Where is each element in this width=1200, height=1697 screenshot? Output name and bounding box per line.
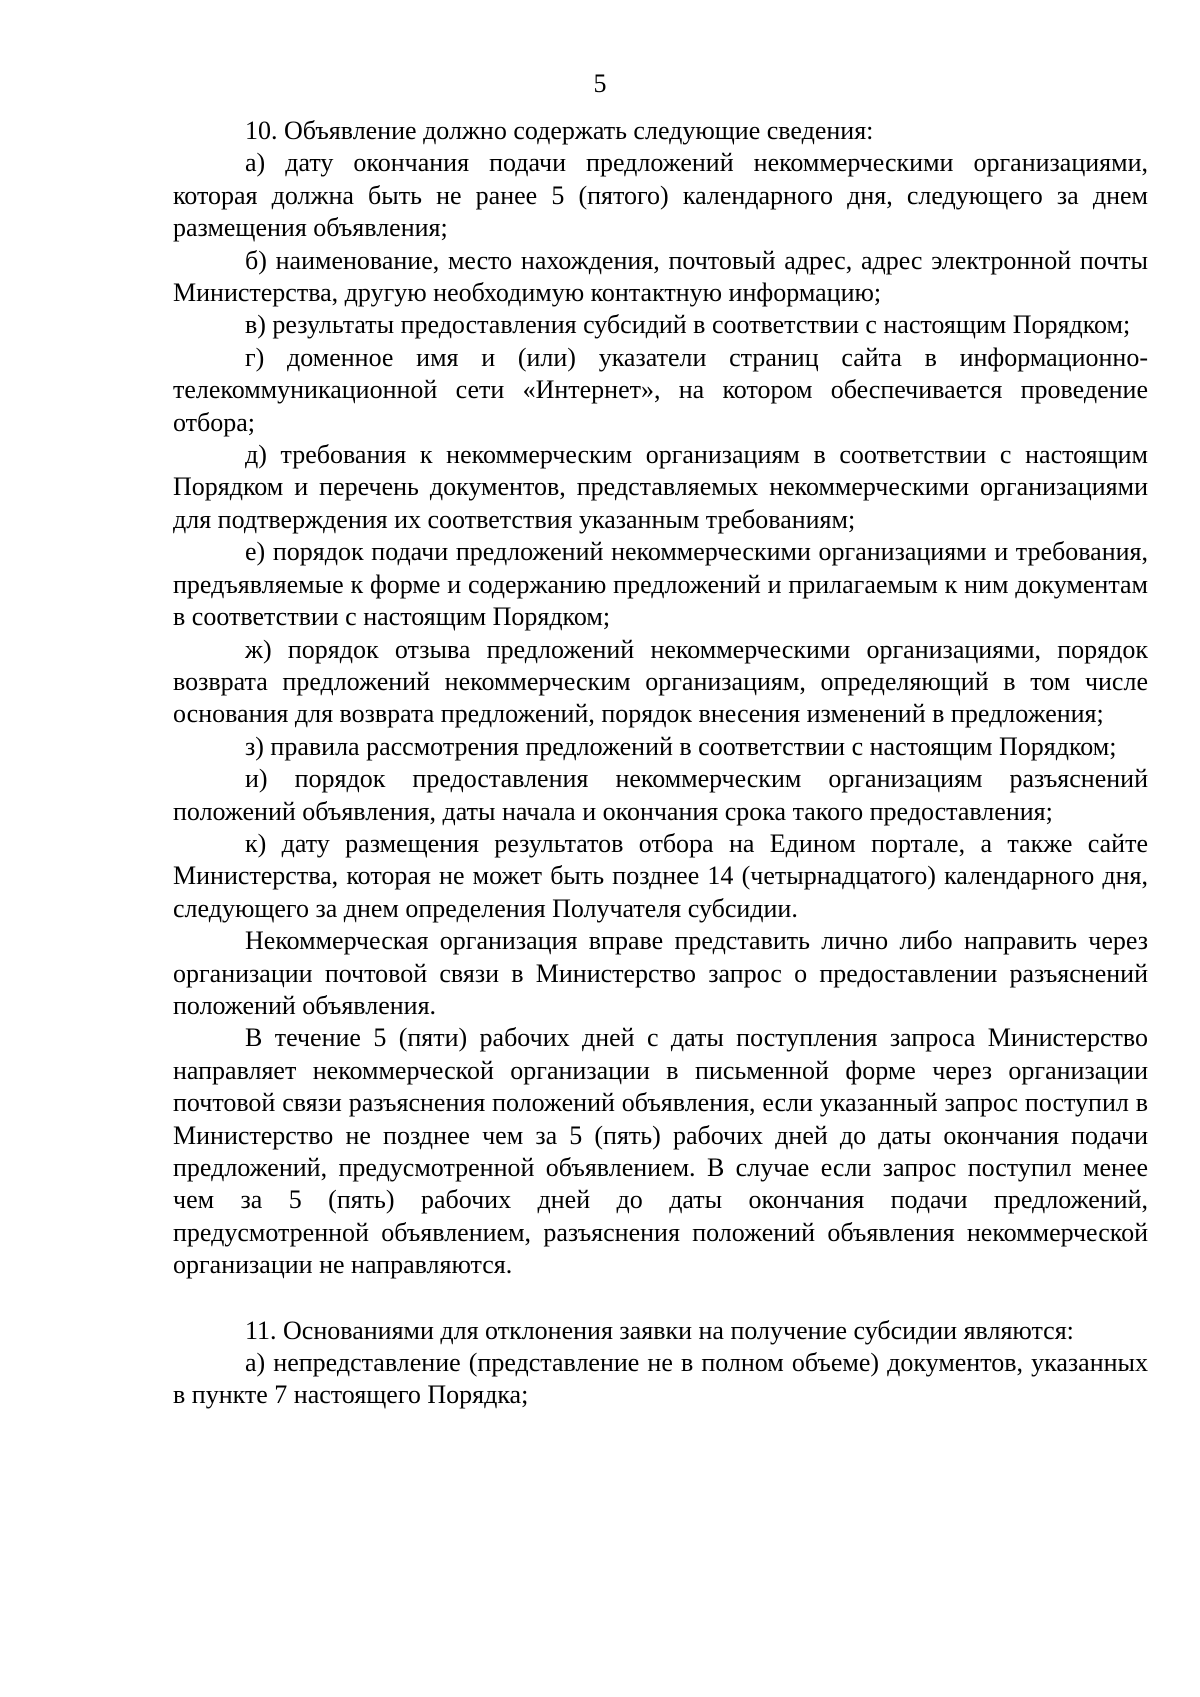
paragraph-10-b: б) наименование, место нахождения, почтовый адрес, адрес электронной почты Министерства, другую необходимую контактную информацию; — [173, 245, 1148, 308]
paragraph-10-heading: 10. Объявление должно содержать следующие сведения: — [245, 116, 874, 145]
paragraph-10-k: к) дату размещения результатов отбора на Едином портале, а также сайте Министерства, которая не может быть позднее 14 (четырнадцатого) календарного дня, следующего за днем определения Получателя субсидии. — [173, 828, 1148, 923]
section-spacer — [173, 1282, 1148, 1315]
paragraph-10-v: в) результаты предоставления субсидий в соответствии с настоящим Порядком; — [245, 310, 1131, 340]
paragraph-10-g: г) доменное имя и (или) указатели страниц сайта в информационно-телекоммуникационной сети «Интернет», на котором обеспечивается проведение отбора; — [173, 342, 1148, 437]
paragraph-10-zh: ж) порядок отзыва предложений некоммерческими организациями, порядок возврата предложений некоммерческим организациям, определяющий в том числе основания для возврата предложений, порядок внесения изменений в предложения; — [173, 634, 1148, 729]
paragraph-10-i: и) порядок предоставления некоммерческим организациям разъяснений положений объявления, даты начала и окончания срока такого предоставления; — [173, 764, 1148, 826]
paragraph-clarification-term: В течение 5 (пяти) рабочих дней с даты поступления запроса Министерство направляет некоммерческой организации в письменной форме через организации почтовой связи разъяснения положений объявления, если указанный запрос поступил в Министерство не позднее чем за 5 (пять) рабочих дней до даты окончания подачи предложений, предусмотренной объявлением. В случае если запрос поступил менее чем за 5 (пять) рабочих дней до даты окончания подачи предложений, предусмотренной объявлением, разъяснения положений объявления некоммерческой организации не направляются. — [173, 1023, 1148, 1280]
page-number: 5 — [593, 69, 607, 98]
document-body — [173, 115, 1148, 1412]
paragraph-10-z: з) правила рассмотрения предложений в соответствии с настоящим Порядком; — [245, 731, 1117, 761]
paragraph-11-a: а) непредставление (представление не в полном объеме) документов, указанных в пункте 7 настоящего Порядка; — [173, 1348, 1148, 1410]
paragraph-10-a: а) дату окончания подачи предложений некоммерческими организациями, которая должна быть не ранее 5 (пятого) календарного дня, следующего за днем размещения объявления; — [173, 148, 1148, 243]
paragraph-10-e: е) порядок подачи предложений некоммерческими организациями и требования, предъявляемые к форме и содержанию предложений и прилагаемым к ним документам в соответствии с настоящим Порядком; — [173, 537, 1148, 632]
paragraph-11-heading: 11. Основаниями для отклонения заявки на получение субсидии являются: — [245, 1315, 1074, 1345]
paragraph-request-clarification: Некоммерческая организация вправе представить лично либо направить через организации почтовой связи в Министерство запрос о предоставлении разъяснений положений объявления. — [173, 926, 1148, 1020]
paragraph-10-d: д) требования к некоммерческим организациям в соответствии с настоящим Порядком и перечень документов, представляемых некоммерческими организациями для подтверждения их соответствия указанным требованиям; — [173, 440, 1148, 534]
